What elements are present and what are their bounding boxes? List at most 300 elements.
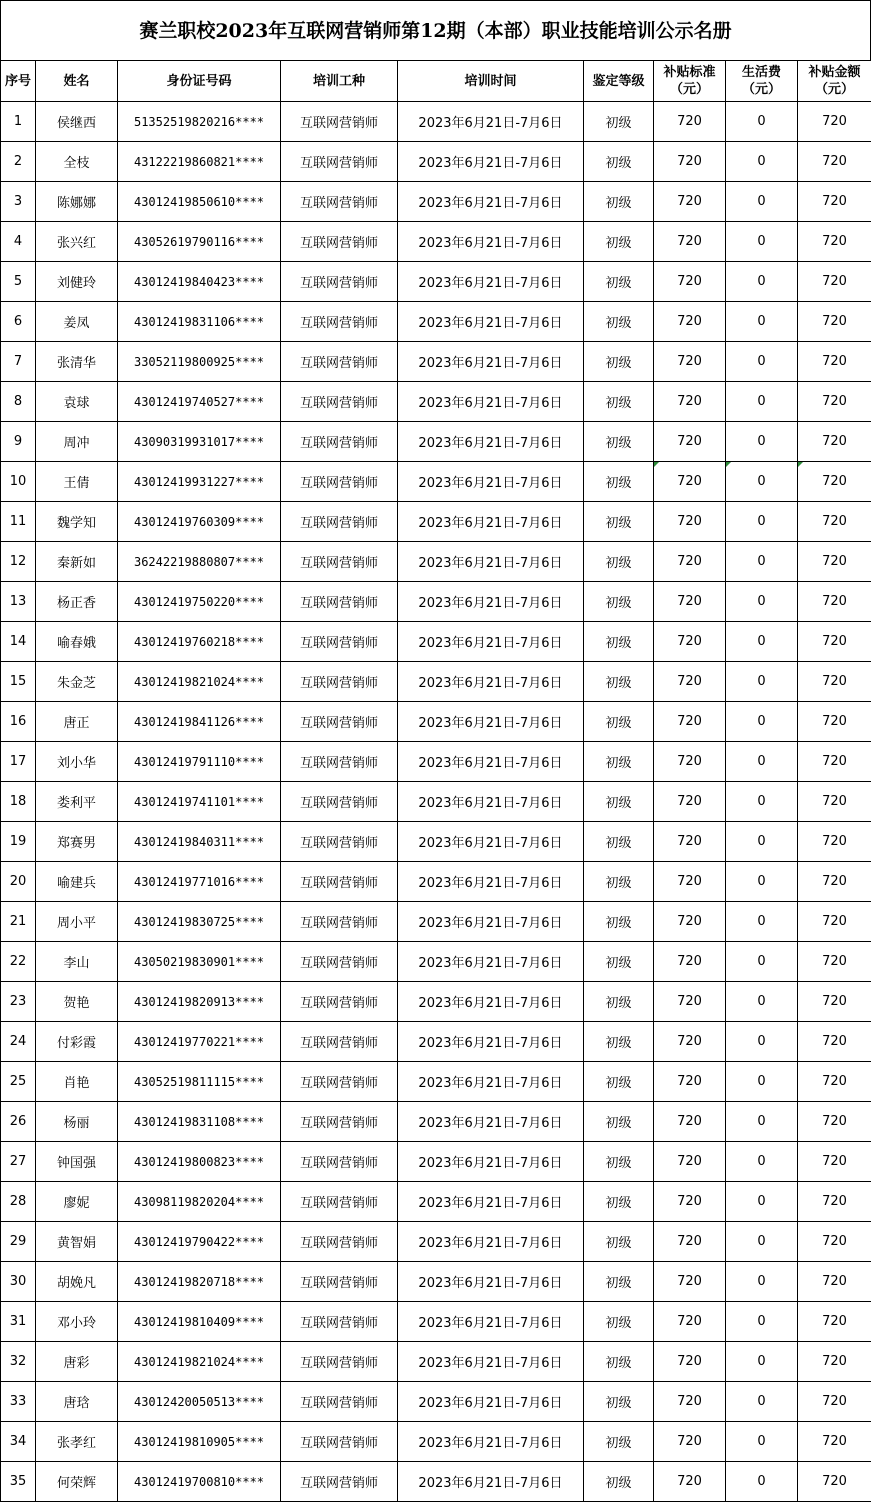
cell-period: 2023年6月21日-7月6日 [398,822,584,862]
cell-name: 何荣辉 [36,1462,118,1502]
cell-level: 初级 [584,1182,654,1222]
cell-level: 初级 [584,1062,654,1102]
cell-amount: 720 [798,902,871,942]
cell-level: 初级 [584,382,654,422]
cell-trade: 互联网营销师 [281,862,398,902]
cell-standard: 720 [654,662,726,702]
table-row [1,1222,871,1262]
cell-level: 初级 [584,1142,654,1182]
cell-id-number: 36242219880807**** [118,542,281,582]
cell-period: 2023年6月21日-7月6日 [398,1062,584,1102]
cell-period: 2023年6月21日-7月6日 [398,342,584,382]
cell-name: 张清华 [36,342,118,382]
cell-id-number: 43012419821024**** [118,662,281,702]
cell-name: 李山 [36,942,118,982]
cell-standard: 720 [654,222,726,262]
cell-no: 35 [1,1462,36,1502]
cell-level: 初级 [584,1462,654,1502]
cell-id-number: 43052619790116**** [118,222,281,262]
table-row [1,662,871,702]
col-header-trade: 培训工种 [281,61,398,102]
cell-standard: 720 [654,382,726,422]
cell-no: 9 [1,422,36,462]
cell-standard: 720 [654,982,726,1022]
table-row [1,262,871,302]
cell-trade: 互联网营销师 [281,622,398,662]
cell-standard: 720 [654,942,726,982]
cell-trade: 互联网营销师 [281,1382,398,1422]
cell-living: 0 [726,1382,798,1422]
col-header-amount: 补贴金额（元） [798,61,871,102]
cell-no: 8 [1,382,36,422]
cell-id-number: 43012419750220**** [118,582,281,622]
cell-id-number: 43012419741101**** [118,782,281,822]
cell-level: 初级 [584,782,654,822]
cell-living: 0 [726,1062,798,1102]
cell-trade: 互联网营销师 [281,462,398,502]
table-row [1,1462,871,1502]
cell-period: 2023年6月21日-7月6日 [398,582,584,622]
cell-no: 3 [1,182,36,222]
cell-living: 0 [726,102,798,142]
cell-period: 2023年6月21日-7月6日 [398,102,584,142]
cell-level: 初级 [584,582,654,622]
cell-level: 初级 [584,1102,654,1142]
cell-period: 2023年6月21日-7月6日 [398,1262,584,1302]
col-header-id: 身份证号码 [118,61,281,102]
cell-amount: 720 [798,1422,871,1462]
cell-name: 侯继西 [36,102,118,142]
cell-id-number: 43012419810905**** [118,1422,281,1462]
cell-standard: 720 [654,1262,726,1302]
cell-amount: 720 [798,622,871,662]
cell-amount: 720 [798,462,871,502]
cell-level: 初级 [584,862,654,902]
cell-amount: 720 [798,342,871,382]
cell-standard: 720 [654,622,726,662]
cell-name: 刘健玲 [36,262,118,302]
cell-level: 初级 [584,262,654,302]
cell-name: 朱金芝 [36,662,118,702]
cell-living: 0 [726,382,798,422]
cell-living: 0 [726,862,798,902]
cell-trade: 互联网营销师 [281,422,398,462]
cell-amount: 720 [798,822,871,862]
cell-standard: 720 [654,582,726,622]
cell-level: 初级 [584,1342,654,1382]
cell-name: 杨正香 [36,582,118,622]
table-row [1,182,871,222]
cell-name: 胡娩凡 [36,1262,118,1302]
cell-standard: 720 [654,102,726,142]
table-row [1,1382,871,1422]
cell-no: 20 [1,862,36,902]
cell-id-number: 43012419840311**** [118,822,281,862]
cell-id-number: 43012419820718**** [118,1262,281,1302]
cell-period: 2023年6月21日-7月6日 [398,862,584,902]
cell-living: 0 [726,262,798,302]
cell-amount: 720 [798,1302,871,1342]
cell-amount: 720 [798,702,871,742]
cell-period: 2023年6月21日-7月6日 [398,142,584,182]
cell-no: 10 [1,462,36,502]
cell-name: 陈娜娜 [36,182,118,222]
cell-living: 0 [726,902,798,942]
table-row [1,862,871,902]
cell-trade: 互联网营销师 [281,1102,398,1142]
cell-living: 0 [726,1422,798,1462]
cell-id-number: 43012420050513**** [118,1382,281,1422]
cell-level: 初级 [584,142,654,182]
cell-living: 0 [726,742,798,782]
cell-living: 0 [726,982,798,1022]
table-row [1,422,871,462]
cell-standard: 720 [654,782,726,822]
cell-standard: 720 [654,462,726,502]
cell-id-number: 43012419831108**** [118,1102,281,1142]
cell-id-number: 51352519820216**** [118,102,281,142]
cell-standard: 720 [654,302,726,342]
cell-no: 6 [1,302,36,342]
cell-living: 0 [726,1302,798,1342]
cell-no: 21 [1,902,36,942]
col-header-no: 序号 [1,61,36,102]
cell-standard: 720 [654,342,726,382]
cell-no: 13 [1,582,36,622]
table-row [1,942,871,982]
cell-id-number: 43050219830901**** [118,942,281,982]
cell-amount: 720 [798,262,871,302]
cell-period: 2023年6月21日-7月6日 [398,462,584,502]
cell-no: 27 [1,1142,36,1182]
cell-no: 29 [1,1222,36,1262]
cell-period: 2023年6月21日-7月6日 [398,1222,584,1262]
cell-living: 0 [726,502,798,542]
cell-id-number: 43012419790422**** [118,1222,281,1262]
cell-name: 喻春娥 [36,622,118,662]
cell-trade: 互联网营销师 [281,262,398,302]
cell-standard: 720 [654,1342,726,1382]
cell-id-number: 43012419840423**** [118,262,281,302]
cell-no: 31 [1,1302,36,1342]
cell-period: 2023年6月21日-7月6日 [398,1302,584,1342]
cell-period: 2023年6月21日-7月6日 [398,1022,584,1062]
table-row [1,1022,871,1062]
cell-name: 袁球 [36,382,118,422]
cell-no: 12 [1,542,36,582]
cell-standard: 720 [654,702,726,742]
cell-name: 张兴红 [36,222,118,262]
cell-no: 26 [1,1102,36,1142]
cell-name: 唐彩 [36,1342,118,1382]
table-row [1,1262,871,1302]
cell-standard: 720 [654,1182,726,1222]
cell-level: 初级 [584,902,654,942]
cell-amount: 720 [798,1382,871,1422]
cell-id-number: 43012419760309**** [118,502,281,542]
cell-period: 2023年6月21日-7月6日 [398,182,584,222]
cell-no: 7 [1,342,36,382]
cell-name: 喻建兵 [36,862,118,902]
table-row [1,542,871,582]
cell-trade: 互联网营销师 [281,1182,398,1222]
cell-trade: 互联网营销师 [281,702,398,742]
cell-standard: 720 [654,1302,726,1342]
cell-name: 黄智娟 [36,1222,118,1262]
cell-period: 2023年6月21日-7月6日 [398,1142,584,1182]
cell-living: 0 [726,1102,798,1142]
table-row [1,902,871,942]
cell-level: 初级 [584,1302,654,1342]
cell-name: 邓小玲 [36,1302,118,1342]
cell-amount: 720 [798,422,871,462]
roster-table [0,60,871,1502]
cell-trade: 互联网营销师 [281,1062,398,1102]
cell-trade: 互联网营销师 [281,382,398,422]
cell-trade: 互联网营销师 [281,662,398,702]
cell-level: 初级 [584,222,654,262]
cell-amount: 720 [798,1462,871,1502]
cell-name: 魏学知 [36,502,118,542]
cell-level: 初级 [584,102,654,142]
cell-no: 33 [1,1382,36,1422]
cell-id-number: 43012419820913**** [118,982,281,1022]
cell-no: 19 [1,822,36,862]
cell-name: 王倩 [36,462,118,502]
col-header-standard: 补贴标准（元） [654,61,726,102]
cell-level: 初级 [584,502,654,542]
cell-level: 初级 [584,1382,654,1422]
cell-trade: 互联网营销师 [281,342,398,382]
cell-amount: 720 [798,1342,871,1382]
cell-no: 16 [1,702,36,742]
cell-id-number: 43012419830725**** [118,902,281,942]
cell-level: 初级 [584,982,654,1022]
cell-level: 初级 [584,742,654,782]
cell-period: 2023年6月21日-7月6日 [398,902,584,942]
cell-trade: 互联网营销师 [281,742,398,782]
table-row [1,742,871,782]
cell-trade: 互联网营销师 [281,222,398,262]
cell-amount: 720 [798,1182,871,1222]
cell-amount: 720 [798,142,871,182]
cell-name: 秦新如 [36,542,118,582]
cell-period: 2023年6月21日-7月6日 [398,502,584,542]
cell-standard: 720 [654,1462,726,1502]
cell-living: 0 [726,1182,798,1222]
cell-trade: 互联网营销师 [281,302,398,342]
cell-amount: 720 [798,1062,871,1102]
cell-no: 17 [1,742,36,782]
cell-trade: 互联网营销师 [281,1222,398,1262]
cell-no: 4 [1,222,36,262]
cell-period: 2023年6月21日-7月6日 [398,542,584,582]
cell-id-number: 43012419821024**** [118,1342,281,1382]
cell-period: 2023年6月21日-7月6日 [398,1462,584,1502]
cell-standard: 720 [654,422,726,462]
cell-living: 0 [726,1342,798,1382]
cell-standard: 720 [654,1022,726,1062]
cell-level: 初级 [584,702,654,742]
cell-trade: 互联网营销师 [281,582,398,622]
cell-period: 2023年6月21日-7月6日 [398,1102,584,1142]
cell-id-number: 43012419810409**** [118,1302,281,1342]
cell-period: 2023年6月21日-7月6日 [398,622,584,662]
cell-period: 2023年6月21日-7月6日 [398,262,584,302]
cell-standard: 720 [654,262,726,302]
cell-name: 唐正 [36,702,118,742]
cell-no: 14 [1,622,36,662]
cell-amount: 720 [798,982,871,1022]
table-row [1,462,871,502]
cell-id-number: 43122219860821**** [118,142,281,182]
cell-period: 2023年6月21日-7月6日 [398,1422,584,1462]
table-row [1,622,871,662]
table-row [1,302,871,342]
cell-id-number: 43090319931017**** [118,422,281,462]
cell-level: 初级 [584,542,654,582]
cell-id-number: 43012419841126**** [118,702,281,742]
cell-no: 34 [1,1422,36,1462]
cell-level: 初级 [584,1422,654,1462]
cell-level: 初级 [584,1222,654,1262]
cell-level: 初级 [584,662,654,702]
table-row [1,1422,871,1462]
cell-id-number: 43012419770221**** [118,1022,281,1062]
cell-name: 杨丽 [36,1102,118,1142]
cell-living: 0 [726,1142,798,1182]
cell-period: 2023年6月21日-7月6日 [398,942,584,982]
cell-standard: 720 [654,862,726,902]
cell-no: 2 [1,142,36,182]
cell-amount: 720 [798,382,871,422]
table-row [1,782,871,822]
cell-name: 付彩霞 [36,1022,118,1062]
cell-living: 0 [726,1022,798,1062]
cell-trade: 互联网营销师 [281,1262,398,1302]
cell-amount: 720 [798,1142,871,1182]
cell-level: 初级 [584,1262,654,1302]
cell-level: 初级 [584,462,654,502]
cell-name: 廖妮 [36,1182,118,1222]
cell-name: 全枝 [36,142,118,182]
cell-level: 初级 [584,182,654,222]
cell-living: 0 [726,222,798,262]
cell-name: 钟国强 [36,1142,118,1182]
cell-trade: 互联网营销师 [281,1422,398,1462]
cell-amount: 720 [798,662,871,702]
cell-amount: 720 [798,542,871,582]
cell-name: 唐琀 [36,1382,118,1422]
cell-level: 初级 [584,622,654,662]
cell-id-number: 43098119820204**** [118,1182,281,1222]
cell-amount: 720 [798,582,871,622]
cell-period: 2023年6月21日-7月6日 [398,1382,584,1422]
cell-id-number: 43012419700810**** [118,1462,281,1502]
cell-level: 初级 [584,822,654,862]
cell-id-number: 43012419831106**** [118,302,281,342]
cell-amount: 720 [798,302,871,342]
cell-no: 5 [1,262,36,302]
cell-standard: 720 [654,1422,726,1462]
cell-name: 张孝红 [36,1422,118,1462]
cell-amount: 720 [798,1022,871,1062]
cell-standard: 720 [654,902,726,942]
cell-living: 0 [726,422,798,462]
cell-level: 初级 [584,342,654,382]
cell-trade: 互联网营销师 [281,502,398,542]
cell-level: 初级 [584,302,654,342]
cell-id-number: 43012419791110**** [118,742,281,782]
cell-living: 0 [726,782,798,822]
cell-name: 周小平 [36,902,118,942]
cell-standard: 720 [654,1382,726,1422]
cell-standard: 720 [654,742,726,782]
cell-amount: 720 [798,782,871,822]
col-header-level: 鉴定等级 [584,61,654,102]
cell-id-number: 33052119800925**** [118,342,281,382]
cell-id-number: 43012419771016**** [118,862,281,902]
cell-trade: 互联网营销师 [281,942,398,982]
cell-living: 0 [726,1462,798,1502]
cell-period: 2023年6月21日-7月6日 [398,422,584,462]
table-row [1,142,871,182]
cell-trade: 互联网营销师 [281,1142,398,1182]
table-row [1,702,871,742]
cell-amount: 720 [798,742,871,782]
cell-living: 0 [726,1262,798,1302]
cell-living: 0 [726,302,798,342]
cell-trade: 互联网营销师 [281,822,398,862]
page-title: 赛兰职校2023年互联网营销师第12期（本部）职业技能培训公示名册 [0,0,871,60]
cell-name: 郑赛男 [36,822,118,862]
table-row [1,1342,871,1382]
cell-period: 2023年6月21日-7月6日 [398,222,584,262]
cell-trade: 互联网营销师 [281,142,398,182]
table-row [1,1102,871,1142]
header-row [1,61,871,102]
cell-living: 0 [726,462,798,502]
cell-trade: 互联网营销师 [281,782,398,822]
cell-living: 0 [726,942,798,982]
table-row [1,502,871,542]
cell-living: 0 [726,582,798,622]
cell-living: 0 [726,622,798,662]
cell-amount: 720 [798,1222,871,1262]
table-row [1,982,871,1022]
cell-id-number: 43012419800823**** [118,1142,281,1182]
cell-no: 24 [1,1022,36,1062]
cell-living: 0 [726,542,798,582]
cell-amount: 720 [798,182,871,222]
cell-amount: 720 [798,222,871,262]
cell-no: 30 [1,1262,36,1302]
cell-no: 32 [1,1342,36,1382]
cell-living: 0 [726,1222,798,1262]
cell-standard: 720 [654,1062,726,1102]
cell-living: 0 [726,142,798,182]
col-header-living: 生活费（元） [726,61,798,102]
cell-period: 2023年6月21日-7月6日 [398,1182,584,1222]
cell-name: 贺艳 [36,982,118,1022]
cell-no: 25 [1,1062,36,1102]
cell-id-number: 43012419850610**** [118,182,281,222]
cell-living: 0 [726,182,798,222]
cell-level: 初级 [584,422,654,462]
cell-id-number: 43052519811115**** [118,1062,281,1102]
table-row [1,222,871,262]
cell-no: 18 [1,782,36,822]
